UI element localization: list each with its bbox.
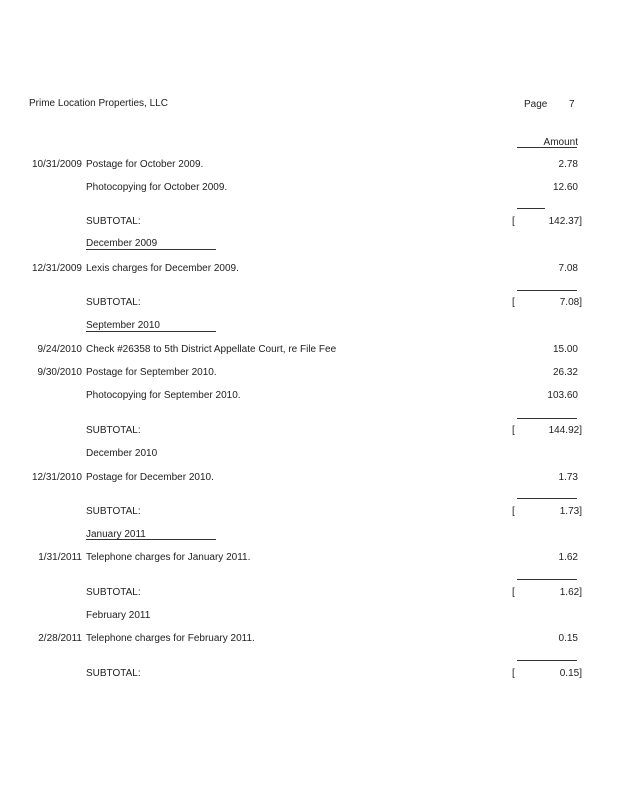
subtotal-amount: 142.37] [548, 216, 582, 227]
row-description: Postage for September 2010. [86, 367, 217, 378]
row-date: 9/24/2010 [37, 344, 82, 355]
subtotal-amount: 144.92] [548, 425, 582, 436]
subtotal-bracket: [ [512, 216, 515, 227]
subtotal-rule [517, 498, 577, 499]
subtotal-amount: 1.73] [559, 506, 582, 517]
company-name: Prime Location Properties, LLC [29, 98, 168, 109]
subtotal-label: SUBTOTAL: [86, 216, 141, 227]
page-number: 7 [569, 99, 575, 110]
section-rule [86, 249, 216, 250]
row-amount: 1.62 [558, 552, 578, 563]
row-date: 9/30/2010 [37, 367, 82, 378]
amount-header-rule [517, 147, 577, 148]
subtotal-label: SUBTOTAL: [86, 297, 141, 308]
subtotal-label: SUBTOTAL: [86, 668, 141, 679]
row-amount: 0.15 [558, 633, 578, 644]
row-date: 1/31/2011 [38, 552, 82, 563]
row-amount: 2.78 [558, 159, 578, 170]
row-description: Telephone charges for January 2011. [86, 552, 251, 563]
row-description: Postage for October 2009. [86, 159, 204, 170]
row-description: Postage for December 2010. [86, 472, 214, 483]
row-amount: 1.73 [558, 472, 578, 483]
section-rule [86, 539, 216, 540]
row-date: 12/31/2009 [31, 263, 82, 274]
row-amount: 7.08 [558, 263, 578, 274]
subtotal-rule [517, 660, 577, 661]
row-date: 12/31/2010 [31, 472, 82, 483]
row-description: Photocopying for October 2009. [86, 182, 228, 193]
subtotal-bracket: [ [512, 668, 515, 679]
subtotal-label: SUBTOTAL: [86, 425, 141, 436]
section-heading: January 2011 [86, 529, 146, 540]
row-description: Photocopying for September 2010. [86, 390, 241, 401]
row-amount: 15.00 [552, 344, 578, 355]
subtotal-bracket: [ [512, 425, 515, 436]
page-label: Page [524, 99, 548, 110]
subtotal-rule [517, 418, 577, 419]
subtotal-label: SUBTOTAL: [86, 587, 141, 598]
subtotal-label: SUBTOTAL: [86, 506, 141, 517]
section-heading: December 2010 [86, 448, 158, 459]
row-amount: 12.60 [552, 182, 578, 193]
section-heading: September 2010 [86, 320, 160, 331]
section-rule [86, 331, 216, 332]
subtotal-rule [517, 579, 577, 580]
row-amount: 26.32 [552, 367, 578, 378]
row-amount: 103.60 [547, 390, 578, 401]
row-description: Check #26358 to 5th District Appellate Court, re File Fee [86, 344, 337, 355]
amount-header: Amount [543, 137, 578, 148]
row-description: Lexis charges for December 2009. [86, 263, 239, 274]
subtotal-rule [517, 290, 577, 291]
section-heading: February 2011 [86, 610, 151, 621]
subtotal-bracket: [ [512, 506, 515, 517]
subtotal-bracket: [ [512, 587, 515, 598]
subtotal-rule [517, 208, 545, 209]
row-date: 2/28/2011 [38, 633, 82, 644]
row-description: Telephone charges for February 2011. [86, 633, 255, 644]
row-date: 10/31/2009 [31, 159, 82, 170]
subtotal-amount: 0.15] [559, 668, 582, 679]
section-heading: December 2009 [86, 238, 158, 249]
subtotal-amount: 1.62] [559, 587, 582, 598]
subtotal-amount: 7.08] [559, 297, 582, 308]
subtotal-bracket: [ [512, 297, 515, 308]
